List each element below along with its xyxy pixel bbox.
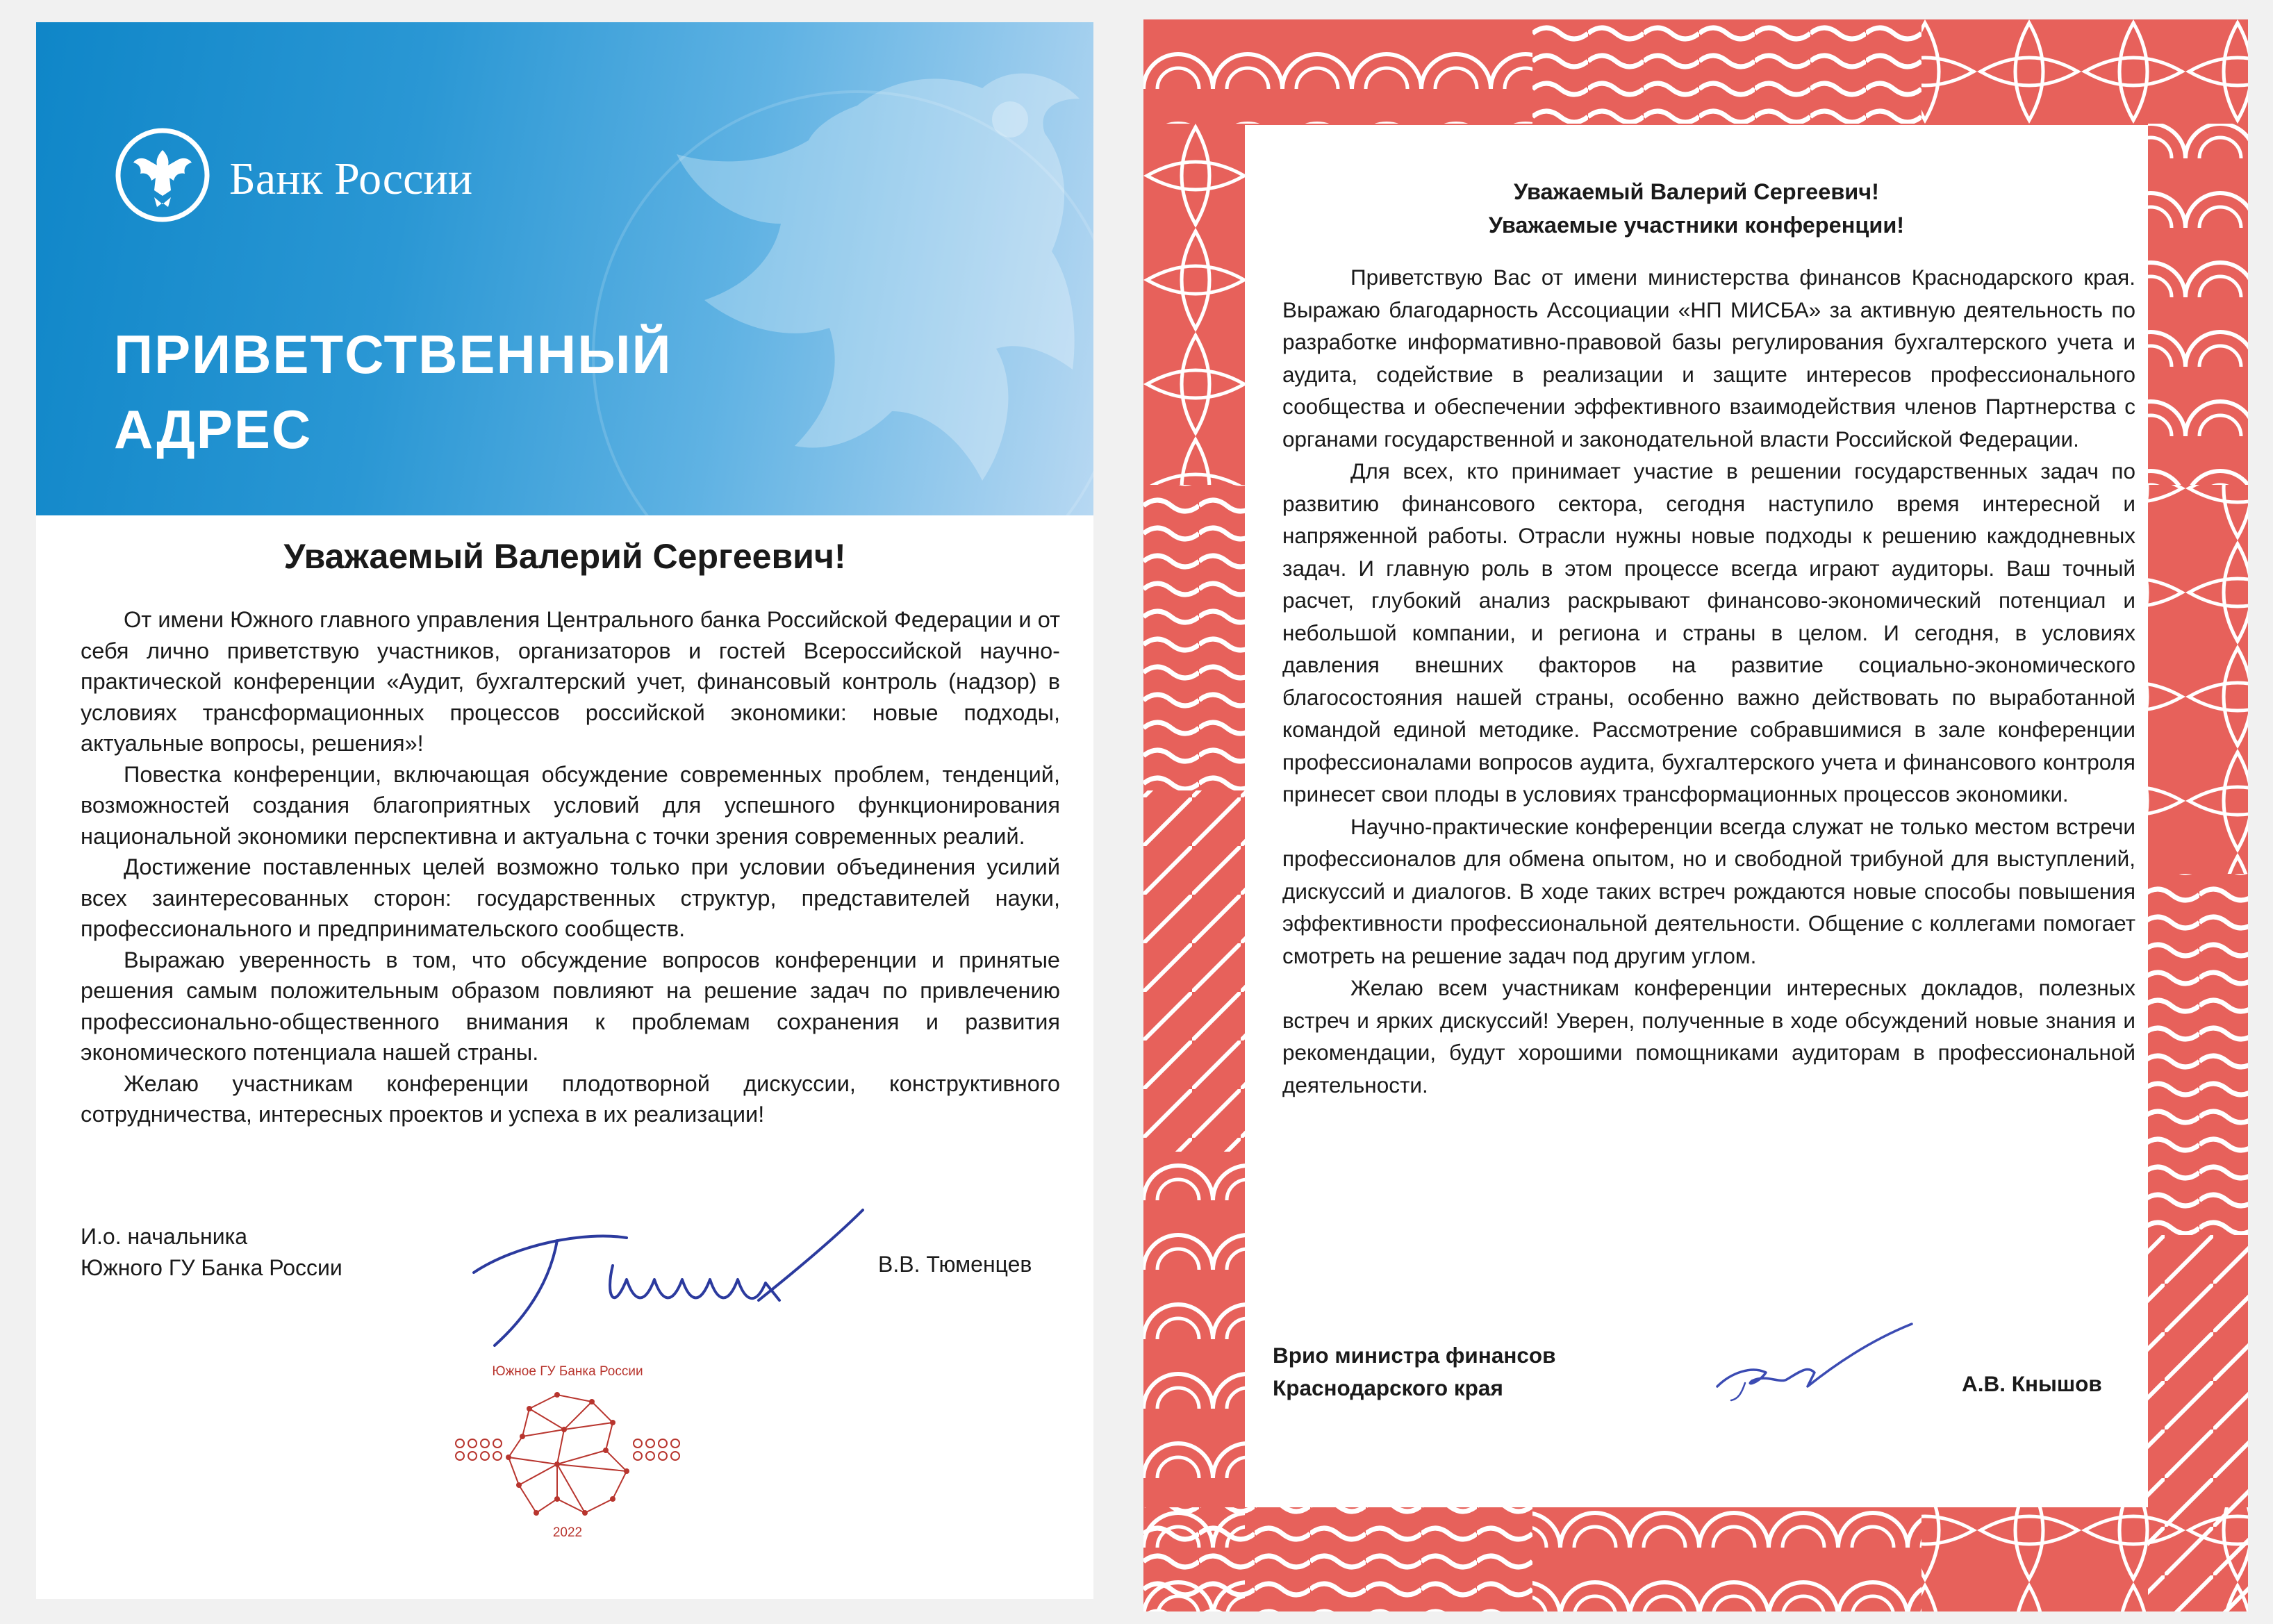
- left-signer-title-line1: И.о. начальника: [81, 1224, 248, 1249]
- emblem-title: Южное ГУ Банка России: [492, 1364, 643, 1379]
- handwritten-signature: [453, 1196, 870, 1363]
- regional-emblem: [453, 1364, 682, 1545]
- letter-header: [36, 22, 1093, 515]
- left-paragraph: Выражаю уверенность в том, что обсуждение вопросов конференции и принятые решения самым положительным образом повлияют на решение задач по привлечению профессионально-общественного внимания к проблемам сохранения и развития экономического потенциала нашей страны.: [81, 947, 1060, 1065]
- handwritten-signature: [1703, 1317, 1926, 1421]
- right-greeting: [1245, 175, 2148, 242]
- right-signer-title-line1: Врио министра финансов: [1273, 1343, 1556, 1368]
- address-title: [114, 317, 809, 467]
- left-paragraph: Желаю участникам конференции плодотворной дискуссии, конструктивного сотрудничества, интересных проектов и успеха в их реализации!: [81, 1070, 1060, 1127]
- address-title-line1: ПРИВЕТСТВЕННЫЙ: [114, 324, 672, 385]
- ministry-welcome-letter: [1143, 19, 2248, 1611]
- left-greeting: Уважаемый Валерий Сергеевич!: [283, 537, 846, 576]
- right-greeting-line2: Уважаемые участники конференции!: [1488, 213, 1905, 238]
- right-signer-title: [1273, 1339, 1556, 1405]
- right-paragraph: Приветствую Вас от имени министерства финансов Краснодарского края. Выражаю благодарность Ассоциации «НП МИСБА» за активную деятельность по разработке информативно-правовой базы регулирования бухгалтерского учета и аудита, содействие в реализации и защите интересов профессионального сообщества и обеспечении эффективного взаимодействия членов Партнерства с органами государственной и законодательной власти Российской Федерации.: [1282, 265, 2135, 451]
- right-paragraph: Научно-практические конференции всегда служат не только местом встречи профессионалов для обмена опытом, но и свободной трибуной для выступлений, дискуссий и диалогов. В ходе таких встреч рождаются новые способы повышения эффективности профессиональной деятельности. Общение с коллегами помогает смотреть на решение задач под другим углом.: [1282, 813, 2135, 968]
- left-signer-title-line2: Южного ГУ Банка России: [81, 1255, 342, 1280]
- right-greeting-line1: Уважаемый Валерий Сергеевич!: [1514, 179, 1879, 204]
- region-map-emblem-icon: [453, 1381, 682, 1527]
- emblem-year: 2022: [552, 1525, 583, 1540]
- left-paragraph: Повестка конференции, включающая обсуждение современных проблем, тенденций, возможностей создания благоприятных условий для успешного функционирования национальной экономики перспективна и актуальна с точки зрения современных реалий.: [81, 761, 1060, 849]
- right-signer-name: А.В. Кнышов: [1962, 1371, 2102, 1396]
- letter-card: [1245, 125, 2148, 1507]
- left-paragraph: Достижение поставленных целей возможно только при условии объединения усилий всех заинтересованных сторон: государственных структур, представителей науки, профессионального и предпринимательского сообществ.: [81, 854, 1060, 941]
- right-paragraph: Желаю всем участникам конференции интересных докладов, полезных встреч и ярких дискуссий! Уверен, полученные в ходе обсуждений новые знания и рекомендации, будут хорошими помощниками аудиторам в профессиональной деятельности.: [1282, 975, 2135, 1097]
- left-letter-body: [81, 604, 1060, 1130]
- right-letter-body: [1282, 261, 2135, 1101]
- bank-welcome-letter: [36, 22, 1093, 1599]
- address-title-line2: АДРЕС: [114, 399, 313, 460]
- bank-of-russia-logo-icon: [114, 126, 211, 224]
- bank-name: Банк России: [229, 154, 473, 204]
- left-signer-name: В.В. Тюменцев: [878, 1252, 1032, 1277]
- right-signer-title-line2: Краснодарского края: [1273, 1375, 1503, 1400]
- left-signer-title: [81, 1221, 342, 1284]
- right-paragraph: Для всех, кто принимает участие в решении государственных задач по развитию финансового сектора, сегодня наступило время интересной и напряженной работы. Отрасли нужны новые подходы к решению каждодневных задач. И главную роль в этом процессе всегда играют аудиторы. Ваш точный расчет, глубокий анализ раскрывают финансово-экономический потенциал и небольшой компании, и региона и страны в целом. И сегодня, в условиях давления внешних факторов на развитие социально-экономического благосостояния нашей страны, особенно важно действовать по выработанной командой единой методике. Рассмотрение собравшимися в зале конференции профессионалами вопросов аудита, бухгалтерского учета и финансового контроля принесет свои плоды в условиях трансформационных процессов экономики.: [1282, 458, 2135, 806]
- left-paragraph: От имени Южного главного управления Центрального банка Российской Федерации и от себя лично приветствую участников, организаторов и гостей Всероссийской научно-практической конференции «Аудит, бухгалтерский учет, финансовый контроль (надзор) в условиях трансформационных процессов российской экономики: новые подходы, актуальные вопросы, решения»!: [81, 607, 1060, 756]
